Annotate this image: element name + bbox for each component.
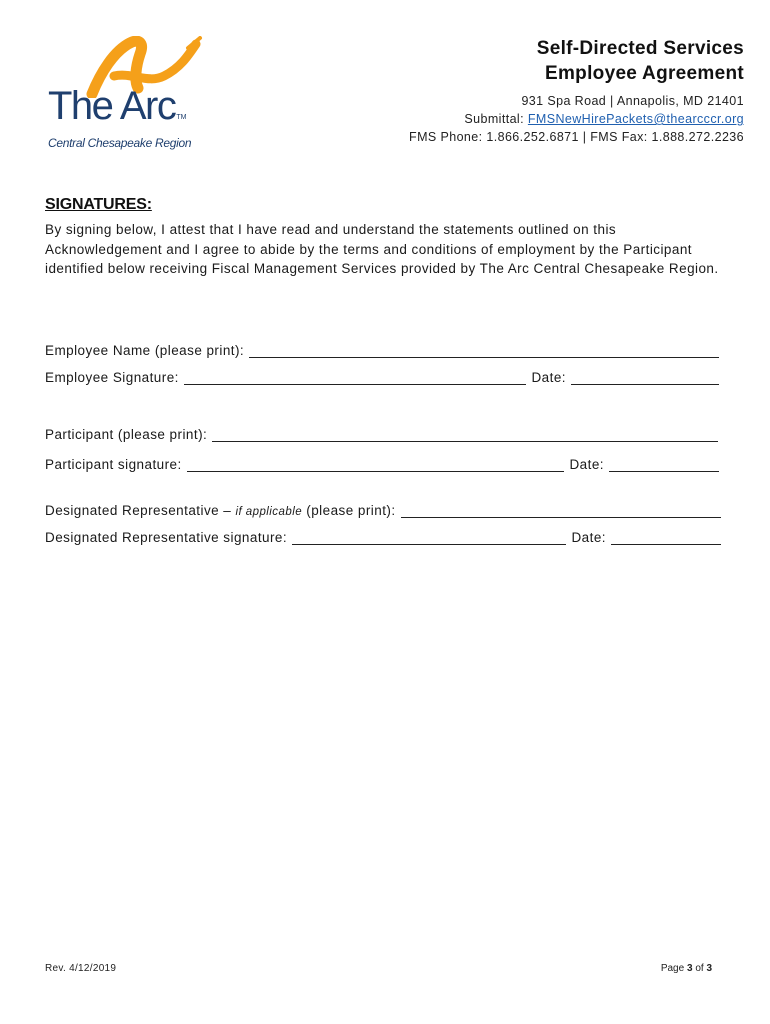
signatures-heading: SIGNATURES:: [45, 196, 152, 213]
address: 931 Spa Road | Annapolis, MD 21401: [521, 94, 744, 108]
participant-name-field: [45, 427, 725, 442]
representative-signature-field: [45, 530, 725, 545]
title-line-1: Self-Directed Services: [536, 38, 744, 59]
employee-name-field: [45, 343, 725, 358]
signatures-statement: By signing below, I attest that I have read and understand the statements outlined on this Acknowledgement and I agree to abide by the terms and conditions of employment by the Participant identified below receiving Fiscal Management Services provided by The Arc Central Chesapeake Region.: [45, 222, 719, 277]
employee-date-line[interactable]: [571, 370, 719, 385]
phone-fax: FMS Phone: 1.866.252.6871 | FMS Fax: 1.888.272.2236: [409, 130, 744, 144]
participant-name-label: Participant (please print):: [45, 427, 208, 442]
employee-name-label: Employee Name (please print):: [45, 343, 245, 358]
employee-signature-label: Employee Signature:: [45, 370, 179, 385]
title-line-2: Employee Agreement: [545, 63, 744, 84]
revision-date: Rev. 4/12/2019: [45, 963, 117, 974]
employee-signature-line[interactable]: [184, 370, 527, 385]
representative-signature-line[interactable]: [292, 530, 566, 545]
page-total: 3: [706, 963, 712, 974]
logo-trademark: TM: [176, 114, 187, 121]
representative-date-label: Date:: [571, 530, 606, 545]
employee-date-label: Date:: [531, 370, 566, 385]
document-header: [324, 36, 744, 146]
if-applicable-note: if applicable: [235, 506, 303, 518]
signatures-section: [45, 196, 725, 279]
employee-signature-field: [45, 370, 725, 385]
representative-name-line[interactable]: [401, 503, 721, 518]
submittal-label: Submittal:: [464, 112, 524, 126]
participant-signature-label: Participant signature:: [45, 457, 182, 472]
participant-name-line[interactable]: [212, 427, 718, 442]
representative-date-line[interactable]: [611, 530, 721, 545]
logo-wordmark: The ArcTM: [48, 84, 187, 128]
submittal-email-link[interactable]: FMSNewHirePackets@thearcccr.org: [527, 112, 744, 126]
contact-info: [324, 92, 744, 146]
participant-date-label: Date:: [569, 457, 604, 472]
participant-date-line[interactable]: [609, 457, 719, 472]
employee-name-line[interactable]: [249, 343, 719, 358]
logo-region: Central Chesapeake Region: [48, 136, 192, 150]
submittal-line: [324, 110, 744, 128]
representative-name-field: [45, 503, 725, 518]
representative-signature-label: Designated Representative signature:: [45, 530, 288, 545]
representative-name-label: Designated Representative – if applicable (please print):: [45, 503, 396, 518]
participant-signature-line[interactable]: [187, 457, 565, 472]
arc-logo: [44, 36, 214, 156]
page-number: Page 3 of 3: [660, 963, 712, 974]
page-current: 3: [686, 963, 693, 974]
participant-signature-field: [45, 457, 725, 472]
